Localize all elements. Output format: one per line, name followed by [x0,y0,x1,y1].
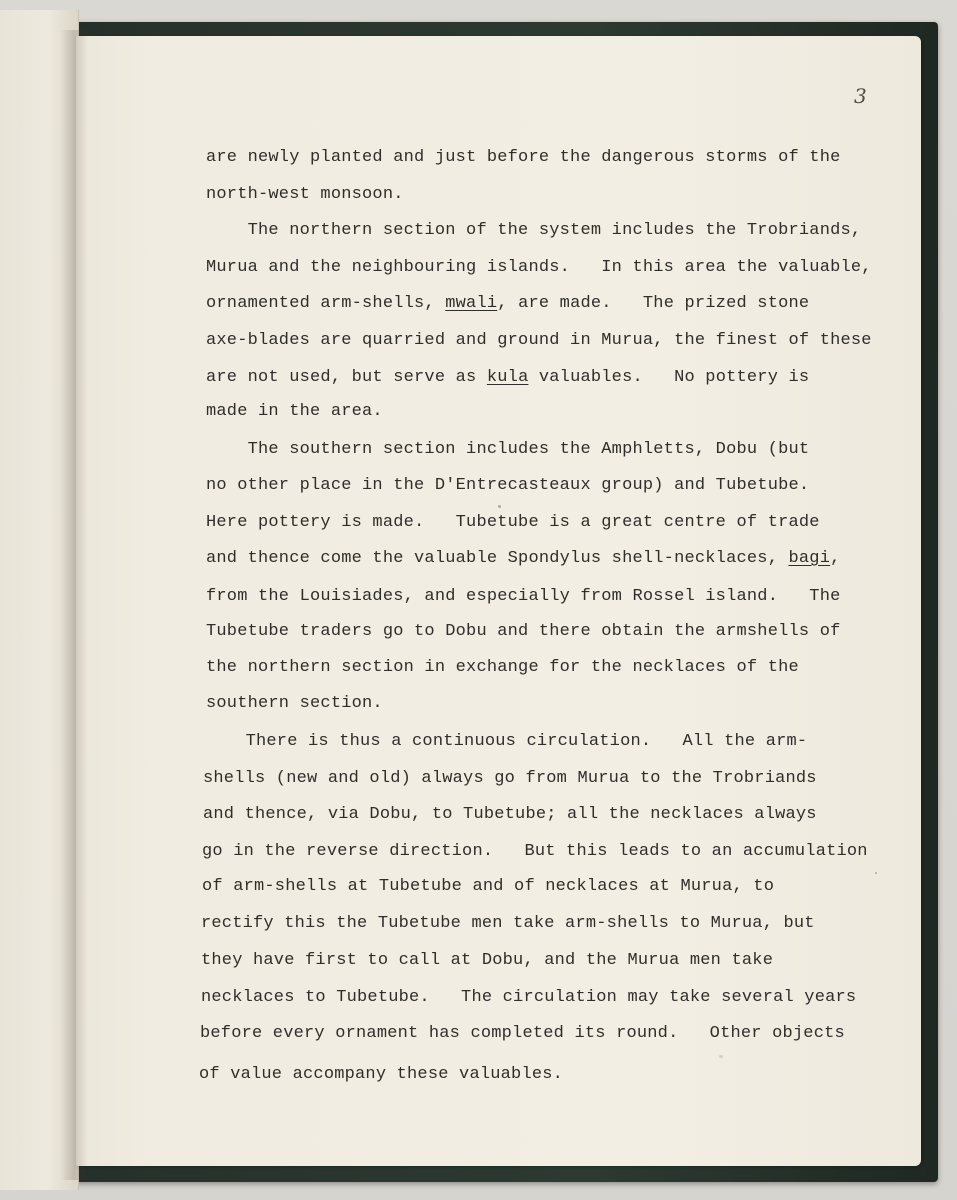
text-line: of value accompany these valuables. [199,1065,564,1084]
book-gutter [60,30,88,1180]
text-line: shells (new and old) always go from Murua to the Trobriands [203,769,817,788]
text-line: axe-blades are quarried and ground in Murua, the finest of these [206,331,872,350]
text-line: The northern section of the system includes the Trobriands, [206,221,862,240]
text-line: Tubetube traders go to Dobu and there obtain the armshells of [206,622,841,641]
text-line: The southern section includes the Amphletts, Dobu (but [206,440,810,459]
text-line: Murua and the neighbouring islands. In this area the valuable, [206,258,872,277]
text-line: are not used, but serve as kula valuables. No pottery is [206,368,810,387]
text-line: are newly planted and just before the dangerous storms of the [206,148,841,167]
underlined-term: kula [486,368,529,387]
underlined-term: bagi [788,549,831,568]
text-line: necklaces to Tubetube. The circulation may take several years [201,988,857,1007]
text-line: go in the reverse direction. But this leads to an accumulation [202,842,868,861]
text-line: Here pottery is made. Tubetube is a great centre of trade [206,513,820,532]
text-line: north-west monsoon. [206,185,404,204]
text-line: made in the area. [206,402,383,421]
text-line: rectify this the Tubetube men take arm-shells to Murua, but [201,914,815,933]
paper-speck [719,1055,723,1058]
text-line: no other place in the D'Entrecasteaux group) and Tubetube. [206,476,810,495]
underlined-term: mwali [445,294,498,313]
paper-speck [498,505,501,508]
paper-speck [875,872,877,874]
text-line: and thence, via Dobu, to Tubetube; all the necklaces always [203,805,817,824]
text-line: There is thus a continuous circulation. All the arm- [204,732,808,751]
text-line: before every ornament has completed its round. Other objects [200,1024,845,1043]
text-line: southern section. [206,694,383,713]
page-number: 3 [854,84,867,108]
text-line: of arm-shells at Tubetube and of necklaces at Murua, to [202,877,775,896]
text-line: from the Louisiades, and especially from Rossel island. The [206,587,841,606]
text-line: they have first to call at Dobu, and the Murua men take [201,951,774,970]
text-line: the northern section in exchange for the necklaces of the [206,658,799,677]
text-line: and thence come the valuable Spondylus shell-necklaces, bagi, [206,549,841,568]
text-line: ornamented arm-shells, mwali, are made. The prized stone [206,294,810,313]
